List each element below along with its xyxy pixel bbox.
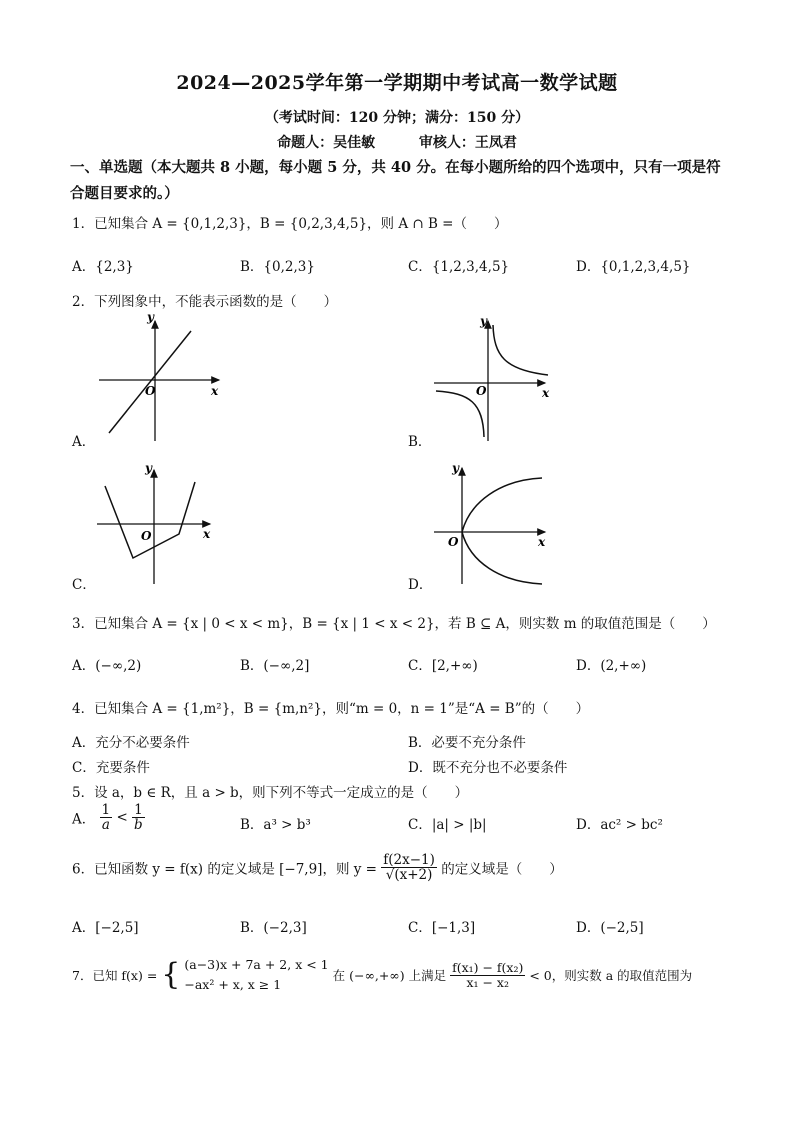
q3-option-c: C．[2,+∞) <box>408 658 478 674</box>
q3-option-a: A．(−∞,2) <box>72 658 142 674</box>
q7-case-2: −ax² + x, x ≥ 1 <box>184 977 282 992</box>
q2-option-a: A． <box>72 434 96 450</box>
q3-option-d: D．(2,+∞) <box>576 658 647 674</box>
q2-stem: 2．下列图象中，不能表示函数的是（ ） <box>72 294 338 310</box>
q6-frac-den: √(x+2) <box>385 867 433 884</box>
q7-stem <box>72 955 692 995</box>
q6-option-d: D．(−2,5] <box>576 920 644 936</box>
q2-graph-c-x-label: x <box>203 527 211 541</box>
q6-option-a: A．[−2,5] <box>72 920 139 936</box>
section-heading: 一、单选题（本大题共 8 小题，每小题 5 分，共 40 分。在每小题所给的四个选项中，只有一项是符合题目要求的。） <box>70 159 721 202</box>
q6-option-c: C．[−1,3] <box>408 920 476 936</box>
q2-graph-c <box>95 462 220 587</box>
q2-graph-b-x-label: x <box>542 386 550 400</box>
q3-stem: 3．已知集合 A = {x | 0 < x < m}，B = {x | 1 < x < 2}，若 B ⊆ A，则实数 m 的取值范围是（ ） <box>72 616 716 632</box>
q2-graph-d-y-label: y <box>452 461 459 475</box>
q2-graph-c-origin: O <box>141 529 152 543</box>
q7-stem-after: < 0，则实数 a 的取值范围为 <box>529 968 693 983</box>
q5-frac-1-den: a <box>101 817 110 834</box>
q2-graph-a-origin: O <box>145 384 156 398</box>
q7-case-1: (a−3)x + 7a + 2, x < 1 <box>184 957 329 972</box>
q2-graph-b-origin: O <box>476 384 487 398</box>
q2-graph-a <box>95 310 230 445</box>
q5-option-c: C．|a| > |b| <box>408 817 487 833</box>
q5-frac-1 <box>100 803 113 832</box>
q6-stem <box>72 853 563 882</box>
q1-option-c: C．{1,2,3,4,5} <box>408 259 510 275</box>
q2-option-d: D． <box>408 577 433 593</box>
q4-option-c: C．充要条件 <box>72 760 150 776</box>
q7-stem-mid: 在 (−∞,+∞) 上满足 <box>332 968 447 983</box>
q5-option-b: B．a³ > b³ <box>240 817 311 833</box>
q5-frac-2-num: 1 <box>132 803 145 818</box>
q6-option-b: B．(−2,3] <box>240 920 307 936</box>
proposer: 命题人：吴佳敏 <box>277 135 376 151</box>
q2-graph-d-origin: O <box>448 535 459 549</box>
q7-stem-before: 7．已知 f(x) = <box>72 968 158 983</box>
q2-option-c: C． <box>72 577 96 593</box>
q2-graph-d <box>430 462 555 587</box>
q4-option-b: B．必要不充分条件 <box>408 735 526 751</box>
q6-stem-before: 6．已知函数 y = f(x) 的定义域是 [−7,9]，则 y = <box>72 861 377 878</box>
exam-authors <box>0 132 794 152</box>
q1-option-b: B．{0,2,3} <box>240 259 315 275</box>
q6-frac <box>381 853 437 882</box>
q4-option-a: A．充分不必要条件 <box>72 735 190 751</box>
q2-graph-b-y-label: y <box>480 314 487 328</box>
q7-frac <box>450 961 525 988</box>
q5-option-a-label: A． <box>72 811 96 828</box>
q2-option-b: B． <box>408 434 432 450</box>
q7-frac-den: x₁ − x₂ <box>466 974 509 990</box>
q7-left-brace: { <box>161 957 181 992</box>
q2-graph-b <box>430 315 555 445</box>
q4-option-d: D．既不充分也不必要条件 <box>408 760 568 776</box>
q5-frac-2-den: b <box>134 817 143 834</box>
q5-stem: 5．设 a，b ∈ R，且 a > b，则下列不等式一定成立的是（ ） <box>72 785 469 801</box>
reviewer: 审核人：王凤君 <box>418 135 517 151</box>
q1-option-d: D．{0,1,2,3,4,5} <box>576 259 691 275</box>
q5-option-d: D．ac² > bc² <box>576 817 663 833</box>
q3-option-b: B．(−∞,2] <box>240 658 310 674</box>
q1-stem: 1．已知集合 A = {0,1,2,3}，B = {0,2,3,4,5}，则 A ∩ B =（ ） <box>72 216 508 232</box>
q6-frac-num: f(2x−1) <box>383 852 435 868</box>
q2-graph-a-x-label: x <box>211 384 219 398</box>
q5-frac-rel: < <box>116 809 128 826</box>
q4-stem: 4．已知集合 A = {1,m²}，B = {m,n²}，则“m = 0，n = 1”是“A = B”的（ ） <box>72 701 590 717</box>
exam-info: （考试时间：120 分钟；满分：150 分） <box>264 110 530 126</box>
q7-cases <box>184 955 328 995</box>
q1-option-a: A．{2,3} <box>72 259 134 275</box>
exam-title: 2024—2025学年第一学期期中考试高一数学试题 <box>176 72 618 94</box>
q5-frac-1-num: 1 <box>101 802 111 818</box>
q6-stem-after: 的定义域是（ ） <box>441 861 563 878</box>
q2-graph-d-x-label: x <box>538 535 546 549</box>
q5-option-a <box>72 803 145 832</box>
q5-frac-2 <box>132 803 145 832</box>
q2-graph-a-y-label: y <box>147 310 154 324</box>
q2-graph-c-y-label: y <box>145 461 152 475</box>
q7-frac-num: f(x₁) − f(x₂) <box>452 960 524 976</box>
